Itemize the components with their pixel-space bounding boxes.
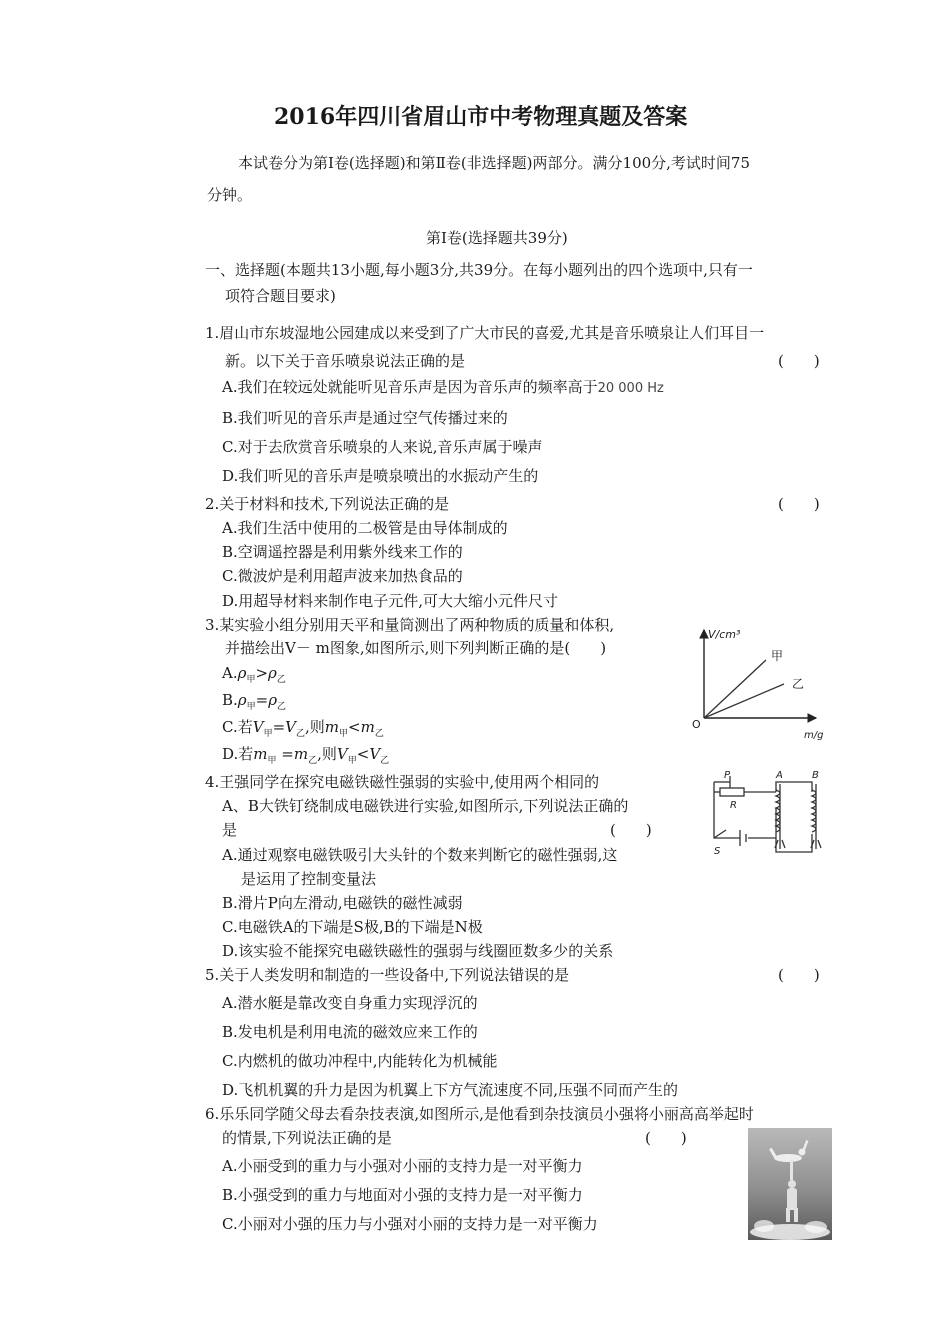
rho-symbol: ρ [268,691,278,709]
q2-stem: 2.关于材料和技术,下列说法正确的是 [205,495,450,513]
q4-stem-3: 是 [222,821,238,839]
q1-option-a [222,377,664,399]
q6-option-c: C.小丽对小强的压力与小强对小丽的支持力是一对平衡力 [222,1215,598,1233]
q1-option-c: C.对于去欣赏音乐喷泉的人来说,音乐声属于噪声 [222,438,543,456]
intro-line-1: 本试卷分为第Ⅰ卷(选择题)和第Ⅱ卷(非选择题)两部分。满分100分,考试时间75 [238,154,751,172]
q4-option-a-1: A.通过观察电磁铁吸引大头针的个数来判断它的磁性强弱,这 [222,846,618,864]
relation: = [255,691,269,709]
q4-option-b: B.滑片P向左滑动,电磁铁的磁性减弱 [222,894,463,912]
q3-option-a [222,663,286,690]
q1-option-d: D.我们听见的音乐声是喷泉喷出的水振动产生的 [222,467,539,485]
label-r: R [730,800,737,811]
q2-answer-paren: ( ) [778,495,820,513]
subscript-yi: 乙 [380,756,390,766]
q1-option-a-value: 20 000 Hz [597,381,664,396]
m-symbol: m [360,718,375,736]
q6-answer-paren: ( ) [645,1129,687,1147]
rho-symbol: ρ [268,664,277,682]
q2-option-d: D.用超导材料来制作电子元件,可大大缩小元件尺寸 [222,592,559,610]
rho-symbol: ρ [237,691,247,709]
label-p: P [724,770,731,781]
connector: ,则 [305,718,325,736]
subscript-yi: 乙 [308,756,318,766]
subscript-yi: 乙 [276,675,286,685]
relation: < [356,745,370,763]
q3-option-b [222,690,286,717]
q3-option-b-label: B. [222,691,238,709]
q3-stem-1: 3.某实验小组分别用天平和量筒测出了两种物质的质量和体积, [205,616,615,634]
q6-option-b: B.小强受到的重力与地面对小强的支持力是一对平衡力 [222,1186,583,1204]
q1-answer-paren: ( ) [778,352,820,370]
q6-option-a: A.小丽受到的重力与小强对小丽的支持力是一对平衡力 [222,1157,583,1175]
relation: > [255,664,269,682]
q2-option-c: C.微波炉是利用超声波来加热食品的 [222,567,463,585]
q5-option-c: C.内燃机的做功冲程中,内能转化为机械能 [222,1052,498,1070]
connector: ,则 [317,745,337,763]
q4-option-d: D.该实验不能探究电磁铁磁性的强弱与线圈匝数多少的关系 [222,942,614,960]
q3-option-d [222,744,389,771]
relation: = [276,745,294,763]
subscript-jia: 甲 [246,675,256,685]
label-s: S [714,846,721,857]
label-yi: 乙 [792,677,805,691]
q3-option-a-label: A. [222,664,238,682]
x-axis-label: m/g [804,730,824,741]
intro-line-2: 分钟。 [207,186,253,204]
subscript-jia: 甲 [267,756,277,766]
subscript-jia: 甲 [263,729,273,739]
q4-option-c: C.电磁铁A的下端是S极,B的下端是N极 [222,918,483,936]
q4-option-a-2: 是运用了控制变量法 [241,870,377,888]
subscript-jia: 甲 [347,756,357,766]
m-symbol: m [253,745,268,763]
v-symbol: V [285,718,296,736]
q1-option-b: B.我们听见的音乐声是通过空气传播过来的 [222,409,508,427]
q3-vm-graph [686,622,836,744]
q5-option-d: D.飞机机翼的升力是因为机翼上下方气流速度不同,压强不同而产生的 [222,1081,679,1099]
q4-stem-2: A、B大铁钉绕制成电磁铁进行实验,如图所示,下列说法正确的 [222,797,629,815]
q3-option-c [222,717,384,744]
q5-answer-paren: ( ) [778,966,820,984]
q4-circuit-diagram [700,768,840,860]
q1-stem-2: 新。以下关于音乐喷泉说法正确的是 [225,352,466,370]
relation: < [348,718,361,736]
origin-label: O [692,718,701,731]
m-symbol: m [324,718,340,736]
q5-option-b: B.发电机是利用电流的磁效应来工作的 [222,1023,478,1041]
q1-option-a-text: A.我们在较远处就能听见音乐声是因为音乐声的频率高于 [222,378,598,396]
subscript-yi: 乙 [296,729,306,739]
q2-option-b: B.空调遥控器是利用紫外线来工作的 [222,543,463,561]
subscript-yi: 乙 [277,702,287,712]
v-symbol: V [369,745,381,763]
page-title: 2016年四川省眉山市中考物理真题及答案 [274,104,688,130]
v-symbol: V [336,745,348,763]
q4-stem-1: 4.王强同学在探究电磁铁磁性强弱的实验中,使用两个相同的 [205,773,600,791]
q6-stem-1: 6.乐乐同学随父母去看杂技表演,如图所示,是他看到杂技演员小强将小丽高高举起时 [205,1105,754,1123]
q4-answer-paren: ( ) [610,821,652,839]
q3-stem-2: 并描绘出V－ m图象,如图所示,则下列判断正确的是( ) [225,639,607,657]
q3-option-c-label: C.若 [222,718,253,736]
line-jia [704,660,766,718]
q3-option-d-label: D.若 [222,745,254,763]
subscript-yi: 乙 [374,729,384,739]
section-heading: 第Ⅰ卷(选择题共39分) [426,229,568,247]
subscript-jia: 甲 [339,729,349,739]
label-a: A [776,770,783,781]
line-yi [704,684,784,718]
relation: = [272,718,286,736]
v-symbol: V [252,718,264,736]
part-heading-line-1: 一、选择题(本题共13小题,每小题3分,共39分。在每小题列出的四个选项中,只有一 [205,261,753,279]
q5-stem: 5.关于人类发明和制造的一些设备中,下列说法错误的是 [205,966,570,984]
q5-option-a: A.潜水艇是靠改变自身重力实现浮沉的 [222,994,478,1012]
y-axis-label: V/cm³ [708,628,741,641]
q1-stem-1: 1.眉山市东坡湿地公园建成以来受到了广大市民的喜爱,尤其是音乐喷泉让人们耳目一 [205,324,765,342]
m-symbol: m [293,745,309,763]
q6-acrobat-photo [748,1128,832,1240]
part-heading-line-2: 项符合题目要求) [225,287,336,305]
q6-stem-2: 的情景,下列说法正确的是 [222,1129,392,1147]
q2-option-a: A.我们生活中使用的二极管是由导体制成的 [222,519,508,537]
rho-symbol: ρ [237,664,247,682]
label-jia: 甲 [771,649,784,663]
label-b: B [812,770,819,781]
subscript-jia: 甲 [246,702,256,712]
